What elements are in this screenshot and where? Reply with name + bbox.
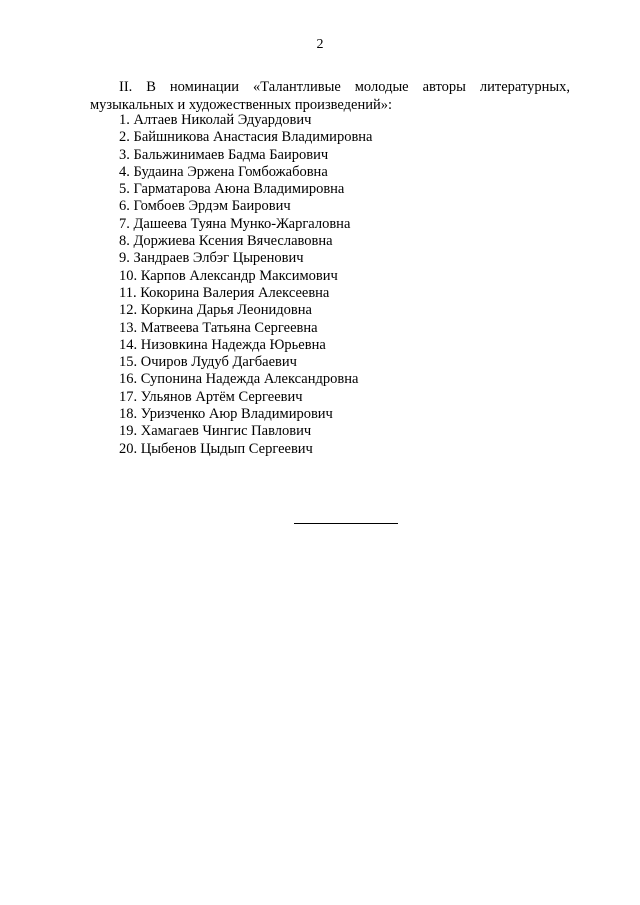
section-heading: II. В номинации «Талантливые молодые авторы литературных, музыкальных и художественных произведений»: <box>90 79 570 113</box>
list-item: 17. Ульянов Артём Сергеевич <box>119 388 303 405</box>
nominee-list <box>119 112 372 458</box>
list-item: 4. Будаина Эржена Гомбожабовна <box>119 163 328 180</box>
list-item: 10. Карпов Александр Максимович <box>119 267 338 284</box>
list-item: 20. Цыбенов Цыдып Сергеевич <box>119 440 313 457</box>
list-item: 13. Матвеева Татьяна Сергеевна <box>119 319 318 336</box>
list-item: 5. Гарматарова Аюна Владимировна <box>119 181 345 198</box>
page-number: 2 <box>316 37 324 52</box>
list-item: 12. Коркина Дарья Леонидовна <box>119 302 312 319</box>
list-item: 2. Байшникова Анастасия Владимировна <box>119 129 373 146</box>
list-item: 6. Гомбоев Эрдэм Баирович <box>119 198 291 215</box>
list-item: 8. Доржиева Ксения Вячеславовна <box>119 233 333 250</box>
list-item: 3. Бальжинимаев Бадма Баирович <box>119 146 329 163</box>
end-divider <box>294 523 398 524</box>
list-item: 15. Очиров Лудуб Дагбаевич <box>119 354 297 371</box>
list-item: 11. Кокорина Валерия Алексеевна <box>119 284 330 301</box>
list-item: 18. Уризченко Аюр Владимирович <box>119 406 333 423</box>
list-item: 7. Дашеева Туяна Мунко-Жаргаловна <box>119 215 351 232</box>
list-item: 1. Алтаев Николай Эдуардович <box>119 112 312 128</box>
list-item: 14. Низовкина Надежда Юрьевна <box>119 336 326 353</box>
list-item: 19. Хамагаев Чингис Павлович <box>119 423 312 440</box>
list-item: 16. Супонина Надежда Александровна <box>119 371 359 388</box>
list-item: 9. Зандраев Элбэг Цыренович <box>119 250 304 267</box>
